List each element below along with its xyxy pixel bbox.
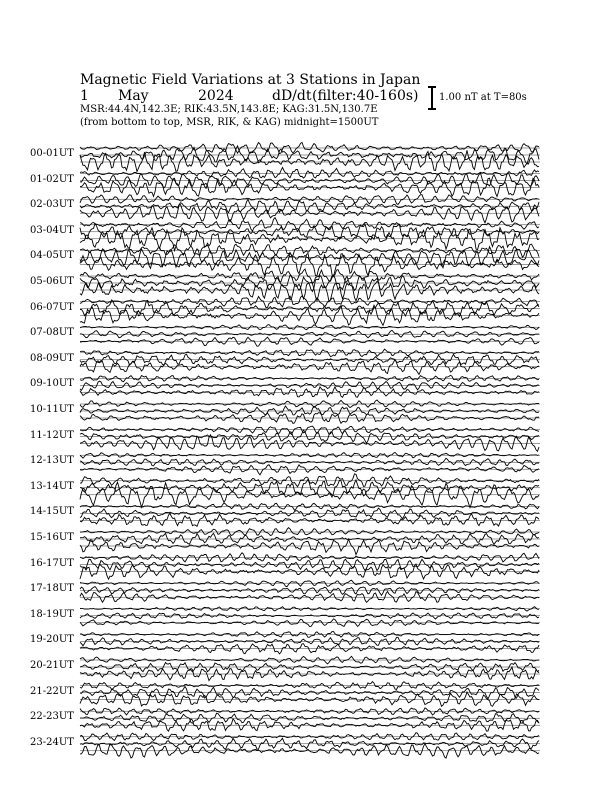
trace-09-10UT-MSR <box>80 387 539 398</box>
trace-17-18UT-KAG <box>80 580 539 587</box>
trace-14-15UT-MSR <box>80 513 539 526</box>
hour-label-18-19UT: 18-19UT <box>30 608 74 620</box>
trace-10-11UT-KAG <box>80 400 539 408</box>
trace-09-10UT-RIK <box>80 381 539 390</box>
hour-label-06-07UT: 06-07UT <box>30 301 74 313</box>
hour-label-01-02UT: 01-02UT <box>30 173 74 185</box>
hour-label-20-21UT: 20-21UT <box>30 660 74 671</box>
trace-17-18UT-MSR <box>80 592 539 603</box>
chart-title: Magnetic Field Variations at 3 Stations in Japan <box>80 72 421 88</box>
hour-label-16-17UT: 16-17UT <box>30 557 74 569</box>
filter-label: (filter:40-160s) <box>312 88 419 104</box>
hour-label-13-14UT: 13-14UT <box>30 480 74 492</box>
year-label: 2024 <box>198 88 234 104</box>
hour-label-10-11UT: 10-11UT <box>30 404 74 415</box>
trace-16-17UT-RIK <box>80 559 539 570</box>
hour-label-19-20UT: 19-20UT <box>30 634 74 646</box>
trace-17-18UT-RIK <box>80 587 539 596</box>
hour-label-02-03UT: 02-03UT <box>30 199 74 211</box>
trace-07-08UT-MSR <box>80 337 539 346</box>
hour-label-04-05UT: 04-05UT <box>30 250 74 262</box>
trace-11-12UT-KAG <box>80 426 539 434</box>
hour-label-21-22UT: 21-22UT <box>30 685 74 697</box>
hour-label-17-18UT: 17-18UT <box>30 583 74 595</box>
quantity-label: dD/dt <box>272 88 312 104</box>
trace-10-11UT-RIK <box>80 406 539 415</box>
trace-02-03UT-KAG <box>80 195 539 205</box>
trace-07-08UT-KAG <box>80 325 539 330</box>
scale-label: 1.00 nT at T=80s <box>439 92 527 103</box>
hour-label-12-13UT: 12-13UT <box>30 455 74 467</box>
month-label: May <box>118 88 149 104</box>
hour-label-05-06UT: 05-06UT <box>30 276 74 287</box>
trace-21-22UT-MSR <box>80 692 539 706</box>
order-note: (from bottom to top, MSR, RIK, & KAG) midnight=1500UT <box>80 117 379 128</box>
stations-label: MSR:44.4N,142.3E; RIK:43.5N,143.8E; KAG:31.5N,130.7E <box>80 104 378 115</box>
hour-label-03-04UT: 03-04UT <box>30 224 74 236</box>
trace-22-23UT-KAG <box>80 708 539 715</box>
trace-04-05UT-KAG <box>80 244 539 258</box>
hour-label-07-08UT: 07-08UT <box>30 327 74 339</box>
trace-19-20UT-MSR <box>80 644 539 654</box>
hour-label-00-01UT: 00-01UT <box>30 148 74 159</box>
hour-label-11-12UT: 11-12UT <box>30 429 74 441</box>
trace-14-15UT-KAG <box>80 503 539 510</box>
trace-12-13UT-MSR <box>80 465 539 475</box>
trace-01-02UT-KAG <box>80 167 539 178</box>
hour-label-23-24UT: 23-24UT <box>30 736 74 748</box>
hour-label-08-09UT: 08-09UT <box>30 352 74 364</box>
hour-label-09-10UT: 09-10UT <box>30 378 74 390</box>
hour-label-15-16UT: 15-16UT <box>30 532 74 543</box>
day-label: 1 <box>80 88 89 104</box>
hour-label-14-15UT: 14-15UT <box>30 506 74 518</box>
trace-15-16UT-MSR <box>80 539 539 555</box>
hour-label-22-23UT: 22-23UT <box>30 711 74 723</box>
